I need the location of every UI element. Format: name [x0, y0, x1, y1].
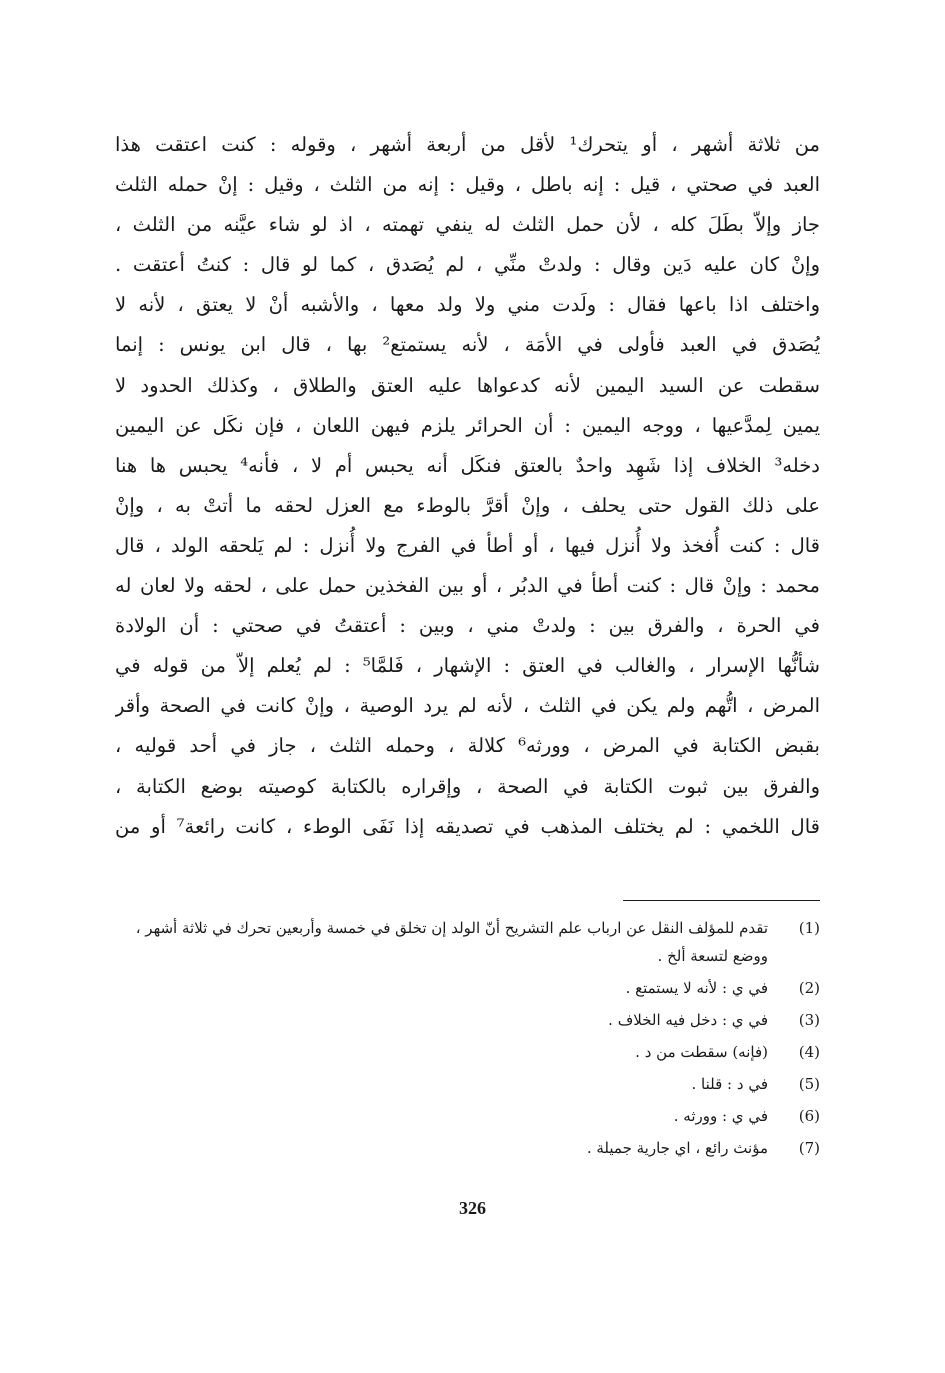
footnote-text: (فإنه) سقطت من د .	[635, 1043, 768, 1061]
main-text-block	[115, 125, 820, 847]
text-line: بقبض الكتابة في المرض ، وورثه⁶ كلالة ، وحمله الثلث ، جاز في أحد قوليه ،	[115, 734, 820, 758]
page-number: 326	[459, 1198, 486, 1218]
text-line: يُصَدق في العبد فأولى في الأمَة ، لأنه يستمتع² بها ، قال ابن يونس : إنما	[115, 333, 820, 357]
text-line: دخله³ الخلاف إذا شَهِد واحدٌ بالعتق فنكَل أنه يحبس أم لا ، فأنه⁴ يحبس ها هنا	[115, 453, 820, 477]
footnote-number: (7)	[798, 1139, 820, 1157]
text-line: محمد : وإنْ قال : كنت أطأ في الدبُر ، أو بين الفخذين حمل على ، لحقه ولا لعان له	[115, 574, 820, 598]
text-line: واختلف اذا باعها فقال : ولَدت مني ولا ولد معها ، والأشبه أنْ لا يعتق ، لأنه لا	[115, 293, 820, 317]
footnote	[115, 914, 820, 970]
footnote-separator	[623, 900, 820, 901]
text-line: يمين لِمدَّعيها ، ووجه اليمين : أن الحرائر يلزم فيهن اللعان ، فإن نكَل عن اليمين	[115, 413, 820, 437]
footnote-text: تقدم للمؤلف النقل عن ارباب علم التشريح أنّ الولد إن تخلق في خمسة وأربعين تحرك في ثلاثة أشهر ، ووضع لتسعة ألخ .	[135, 919, 768, 965]
text-line: جاز وإلاّ بطَلَ كله ، لأن حمل الثلث له ينفي تهمته ، اذ لو شاء عيَّنه من الثلث ،	[115, 213, 820, 237]
text-line: سقطت عن السيد اليمين لأنه كدعواها عليه العتق والطلاق ، وكذلك الحدود لا	[115, 373, 820, 397]
footnote-number: (3)	[798, 1011, 820, 1029]
text-line: شأنُّها الإسرار ، والغالب في العتق : الإشهار ، فَلمَّا⁵ : لم يُعلم إلاّ من قوله في	[115, 654, 820, 678]
footnote	[115, 1038, 820, 1066]
footnote-number: (1)	[798, 919, 820, 937]
footnote-text: في ي : لأنه لا يستمتع .	[625, 979, 768, 997]
footnote	[115, 1006, 820, 1034]
text-line: من ثلاثة أشهر ، أو يتحرك¹ لأقل من أربعة أشهر ، وقوله : كنت اعتقت هذا	[115, 133, 820, 156]
footnotes-block	[115, 914, 820, 1166]
footnote	[115, 1070, 820, 1098]
text-line: المرض ، اتُّهم ولم يكن في الثلث ، لأنه لم يرد الوصية ، وإنْ كانت في الصحة وأقر	[115, 694, 820, 718]
text-line: على ذلك القول حتى يحلف ، وإنْ أقرَّ بالوطء مع العزل لحقه ما أتتْ به ، وإنْ	[115, 493, 820, 517]
text-line: والفرق بين ثبوت الكتابة في الصحة ، وإقراره بالكتابة كوصيته بوضع الكتابة ،	[115, 774, 820, 798]
footnote	[115, 1102, 820, 1130]
footnote-text: مؤنث رائع ، اي جارية جميلة .	[586, 1139, 768, 1157]
text-line: قال : كنت أُفخذ ولا أُنزل فيها ، أو أطأ في الفرج ولا أُنزل : لم يَلحقه الولد ، قال	[115, 533, 820, 557]
footnote	[115, 1134, 820, 1162]
text-line: في الحرة ، والفرق بين : ولدتْ مني ، وبين : أعتقتُ في صحتي : أن الولادة	[115, 614, 820, 638]
footnote-text: في ي : وورثه .	[673, 1107, 768, 1125]
footnote-text: في ي : دخل فيه الخلاف .	[608, 1011, 768, 1029]
footnote-number: (4)	[798, 1043, 820, 1061]
footnote-number: (5)	[798, 1075, 820, 1093]
text-line: وإنْ كان عليه دَين وقال : ولدتْ منِّي ، لم يُصَدق ، كما لو قال : كنتُ أعتقت .	[115, 253, 820, 277]
footnote-number: (2)	[798, 979, 820, 997]
footnote-text: في د : قلنا .	[691, 1075, 768, 1093]
text-line: العبد في صحتي ، قيل : إنه باطل ، وقيل : إنه من الثلث ، وقيل : إنْ حمله الثلث	[115, 173, 820, 197]
footnote	[115, 974, 820, 1002]
footnote-number: (6)	[798, 1107, 820, 1125]
text-line: قال اللخمي : لم يختلف المذهب في تصديقه إذا نَفَى الوطء ، كانت رائعة⁷ أو من	[115, 814, 820, 838]
